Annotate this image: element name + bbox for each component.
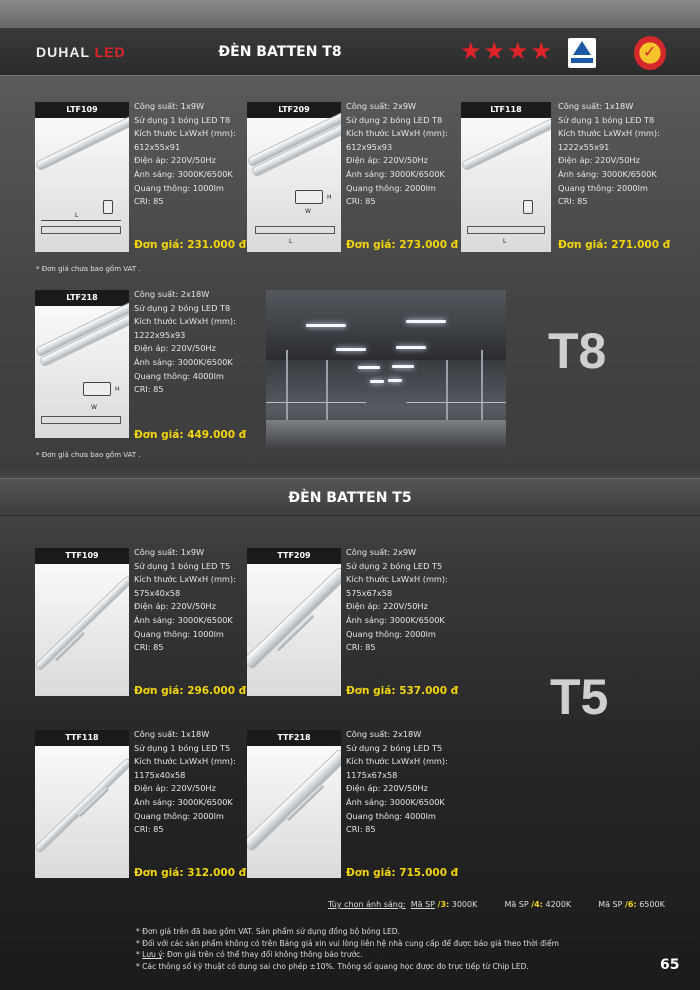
application-photo (266, 290, 506, 450)
cross-section-icon (295, 190, 323, 204)
brand-led: LED (94, 44, 126, 60)
t5-section-header (0, 478, 700, 516)
brand-name: DUHAL (36, 44, 90, 60)
product-specs: Công suất: 2x18W Sử dụng 2 bóng LED T8 Kích thước LxWxH (mm): 1222x95x93 Điện áp: 220V/50Hz Ánh sáng: 3000K/6500K Quang thông: 4000lm CRI: 85 (134, 289, 236, 395)
product-specs: Công suất: 1x9W Sử dụng 1 bóng LED T8 Kích thước LxWxH (mm): 612x55x91 Điện áp: 220V/50Hz Ánh sáng: 3000K/6500K Quang thông: 1000lm CRI: 85 (134, 101, 236, 207)
product-price: Đơn giá: 537.000 đ (346, 685, 459, 697)
product-code: LTF118 (461, 102, 551, 118)
product-code: TTF109 (35, 548, 129, 564)
tuv-certification-icon (568, 38, 596, 68)
dimension-drawing-icon (41, 416, 121, 424)
big-label-t8: T8 (548, 323, 607, 379)
product-price: Đơn giá: 449.000 đ (134, 429, 247, 441)
product-specs: Công suất: 2x9W Sử dụng 2 bóng LED T5 Kích thước LxWxH (mm): 575x67x58 Điện áp: 220V/50Hz Ánh sáng: 3000K/6500K Quang thông: 2000lm CRI: 85 (346, 547, 448, 653)
tube-icon (247, 748, 341, 852)
product-image: LTF109 L (35, 102, 129, 252)
color-options-label: Tùy chọn ánh sáng: (328, 900, 406, 909)
star-icon: ★ (460, 37, 482, 65)
product-price: Đơn giá: 231.000 đ (134, 239, 247, 251)
top-strip (0, 0, 700, 26)
product-specs: Công suất: 1x18W Sử dụng 1 bóng LED T5 Kích thước LxWxH (mm): 1175x40x58 Điện áp: 220V/50Hz Ánh sáng: 3000K/6500K Quang thông: 2000lm CRI: 85 (134, 729, 236, 835)
cross-section-icon (83, 382, 111, 396)
product-code: LTF209 (247, 102, 341, 118)
product-price: Đơn giá: 273.000 đ (346, 239, 459, 251)
star-icon: ★ (507, 37, 529, 65)
page-number: 65 (660, 957, 680, 973)
product-image (35, 548, 129, 696)
dimension-drawing-icon (467, 226, 545, 234)
cross-section-icon (523, 200, 533, 214)
rating-stars (460, 37, 553, 65)
product-image: LTF218 W H (35, 290, 129, 438)
tube-icon (247, 566, 341, 670)
vat-note: * Đơn giá chưa bao gồm VAT . (36, 451, 141, 459)
color-options: Tùy chọn ánh sáng: Mã SP /3: 3000K Mã SP /4: 4200K Mã SP /6: 6500K (328, 900, 665, 909)
product-price: Đơn giá: 296.000 đ (134, 685, 247, 697)
vat-note: * Đơn giá chưa bao gồm VAT . (36, 265, 141, 273)
product-code: TTF218 (247, 730, 341, 746)
product-specs: Công suất: 2x18W Sử dụng 2 bóng LED T5 Kích thước LxWxH (mm): 1175x67x58 Điện áp: 220V/50Hz Ánh sáng: 3000K/6500K Quang thông: 4000lm CRI: 85 (346, 729, 448, 835)
footnotes: * Đơn giá trên đã bao gồm VAT. Sản phẩm sử dụng đồng bộ bóng LED. * Đối với các sản phẩm không có trên Bảng giá xin vui lòng liên hệ nhà cung cấp để được báo giá theo thời điểm * Lưu ý: Đơn giá trên có thể thay đổi không thông báo trước. * Các thông số kỹ thuật có dung sai cho phép ±10%. Thông số quang học được đo trực tiếp từ Chip LED. (136, 927, 559, 971)
tube-icon (461, 114, 551, 171)
product-image: LTF118 L (461, 102, 551, 252)
tube-icon (35, 112, 129, 171)
product-price: Đơn giá: 312.000 đ (134, 867, 247, 879)
star-icon: ★ (530, 37, 553, 65)
star-icon: ★ (483, 37, 506, 65)
product-image (247, 730, 341, 878)
product-image (247, 548, 341, 696)
dimension-drawing-icon (41, 226, 121, 234)
cross-section-icon (103, 200, 113, 214)
product-code: LTF218 (35, 290, 129, 306)
quality-award-icon: ✓ (634, 36, 666, 70)
product-image: LTF209 W H L (247, 102, 341, 252)
product-code: TTF209 (247, 548, 341, 564)
dimension-drawing-icon (255, 226, 335, 234)
section-title-t5: ĐÈN BATTEN T5 (288, 490, 412, 506)
tube-icon (35, 575, 129, 672)
product-price: Đơn giá: 271.000 đ (558, 239, 671, 251)
product-image (35, 730, 129, 878)
product-specs: Công suất: 1x9W Sử dụng 1 bóng LED T5 Kích thước LxWxH (mm): 575x40x58 Điện áp: 220V/50Hz Ánh sáng: 3000K/6500K Quang thông: 1000lm CRI: 85 (134, 547, 236, 653)
big-label-t5: T5 (550, 669, 609, 725)
product-price: Đơn giá: 715.000 đ (346, 867, 459, 879)
tube-icon (35, 757, 129, 854)
section-title-t8: ĐÈN BATTEN T8 (218, 44, 342, 60)
product-code: LTF109 (35, 102, 129, 118)
product-specs: Công suất: 1x18W Sử dụng 1 bóng LED T8 Kích thước LxWxH (mm): 1222x55x91 Điện áp: 220V/50Hz Ánh sáng: 3000K/6500K Quang thông: 2000lm CRI: 85 (558, 101, 660, 207)
product-specs: Công suất: 2x9W Sử dụng 2 bóng LED T8 Kích thước LxWxH (mm): 612x95x93 Điện áp: 220V/50Hz Ánh sáng: 3000K/6500K Quang thông: 2000lm CRI: 85 (346, 101, 448, 207)
product-code: TTF118 (35, 730, 129, 746)
